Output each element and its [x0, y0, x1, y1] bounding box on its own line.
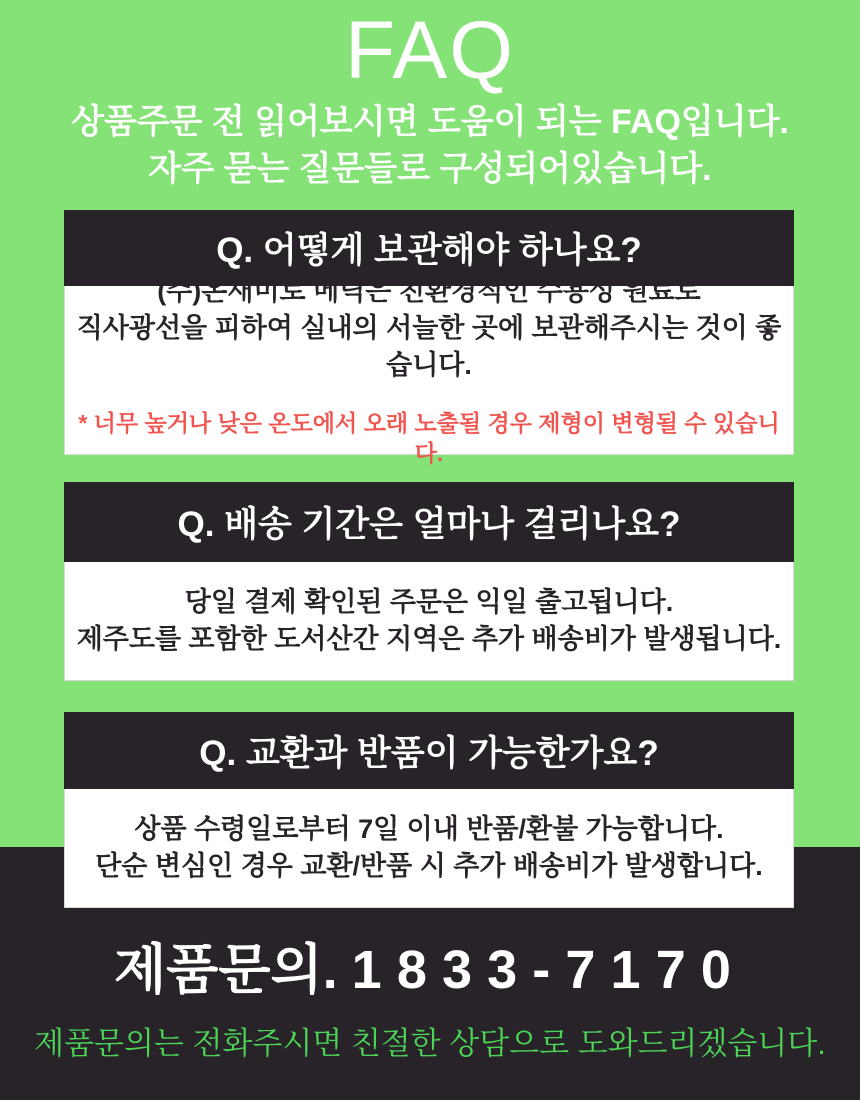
faq-answer-line: 직사광선을 피하여 실내의 서늘한 곳에 보관해주시는 것이 좋습니다. [76, 312, 782, 380]
faq-answer [64, 789, 794, 908]
faq-warning-note: * 너무 높거나 낮은 온도에서 오래 노출될 경우 제형이 변형될 수 있습니다. [78, 409, 780, 466]
faq-answer-line: 단순 변심인 경우 교환/반품 시 추가 배송비가 발생합니다. [95, 851, 763, 881]
faq-answer-line: 당일 결제 확인된 주문은 익일 출고됩니다. [184, 587, 674, 617]
phone-number: 1833-7170 [351, 940, 746, 1000]
faq-answer [64, 275, 794, 466]
faq-answer-line: 상품 수령일로부터 7일 이내 반품/환불 가능합니다. [134, 814, 724, 844]
page-subtitle-line1: 상품주문 전 읽어보시면 도움이 되는 FAQ입니다. [71, 103, 789, 141]
page-subtitle-line2: 자주 묻는 질문들로 구성되어있습니다. [148, 150, 712, 188]
faq-question-text: Q. 교환과 반품이 가능한가요? [199, 733, 659, 773]
faq-answer [64, 562, 794, 681]
faq-answer-line: (주)온새미로 메딕은 친환경적인 수용성 원료로 [157, 275, 701, 306]
faq-question-text: Q. 어떻게 보관해야 하나요? [216, 231, 642, 270]
faq-answer-line: 제주도를 포함한 도서산간 지역은 추가 배송비가 발생됩니다. [76, 624, 782, 654]
faq-question [64, 482, 794, 562]
page-title: FAQ [344, 5, 516, 96]
contact-message: 제품문의는 전화주시면 친절한 상담으로 도와드리겠습니다. [34, 1026, 826, 1061]
faq-question-text: Q. 배송 기간은 얼마나 걸리나요? [177, 505, 681, 544]
faq-card-returns [64, 712, 794, 908]
contact-line [0, 940, 860, 1000]
faq-card-shipping [64, 482, 794, 681]
faq-card-storage [64, 210, 794, 466]
contact-label: 제품문의. [114, 940, 338, 1000]
faq-question [64, 712, 794, 789]
